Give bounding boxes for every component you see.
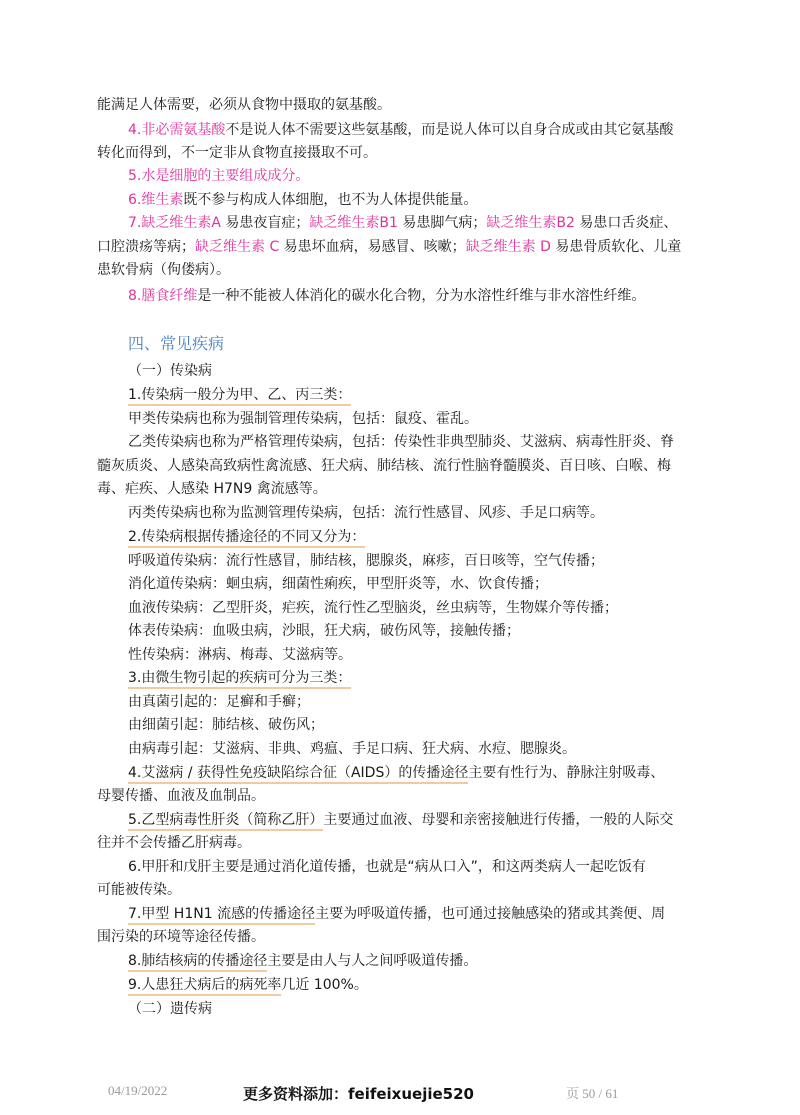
- footer-page-number: 页 50 / 61: [566, 1086, 619, 1101]
- text-line: 患软骨病（佝偻病）。: [97, 262, 230, 278]
- text-line: 丙类传染病也称为监测管理传染病，包括：流行性感冒、风疹、手足口病等。: [128, 505, 604, 521]
- text-line: 母婴传播、血液及血制品。: [97, 788, 265, 804]
- subsection-title: （二）遗传病: [128, 1001, 212, 1017]
- item-5: 5.水是细胞的主要组成成分。: [128, 168, 310, 184]
- item-4: 4.非必需氨基酸不是说人体不需要这些氨基酸，而是说人体可以自身合成或由其它氨基酸: [128, 122, 674, 138]
- section-heading: 四、常见疾病: [128, 334, 225, 353]
- text-line: 髓灰质炎、人感染高致病性禽流感、狂犬病、肺结核、流行性脑脊髓膜炎、百日咳、白喉、梅: [97, 458, 671, 474]
- term-highlight: 6.维生素: [128, 192, 184, 208]
- term-highlight: 4.非必需氨基酸: [128, 122, 226, 138]
- text-line: 呼吸道传染病：流行性感冒，肺结核，腮腺炎，麻疹，百日咳等，空气传播；: [128, 553, 604, 569]
- point-4: 4.艾滋病 / 获得性免疫缺陷综合征（AIDS）的传播途径主要有性行为、静脉注射吸毒、: [128, 763, 740, 783]
- point-7: 7.甲型 H1N1 流感的传播途径主要为呼吸道传播，也可通过接触感染的猪或其粪便、周: [128, 904, 740, 924]
- footer-date: 04/19/2022: [108, 1083, 168, 1098]
- point-8: 8.肺结核病的传播途径主要是由人与人之间呼吸道传播。: [128, 951, 740, 971]
- item-6: 6.维生素既不参与构成人体细胞，也不为人体提供能量。: [128, 192, 478, 208]
- point-title: 1.传染病一般分为甲、乙、丙三类：: [128, 385, 740, 405]
- text-line: 能满足人体需要，必须从食物中摄取的氨基酸。: [97, 97, 391, 113]
- point-title: 3.由微生物引起的疾病可分为三类：: [128, 668, 740, 688]
- text-line: 消化道传染病：蛔虫病，细菌性痢疾，甲型肝炎等，水、饮食传播；: [128, 576, 548, 592]
- text-line: 往并不会传播乙肝病毒。: [97, 835, 251, 851]
- text-line: 由细菌引起：肺结核、破伤风；: [128, 717, 324, 733]
- text-line: 由真菌引起的：足癣和手癣；: [128, 694, 310, 710]
- text-line: 毒、疟疾、人感染 H7N9 禽流感等。: [97, 481, 327, 497]
- point-title: 2.传染病根据传播途径的不同又分为：: [128, 527, 740, 547]
- item-8: 8.膳食纤维是一种不能被人体消化的碳水化合物，分为水溶性纤维与非水溶性纤维。: [128, 288, 646, 304]
- point-6: 6.甲肝和戊肝主要是通过消化道传播，也就是“病从口入”，和这两类病人一起吃饭有: [128, 859, 646, 875]
- text-line: 由病毒引起：艾滋病、非典、鸡瘟、手足口病、狂犬病、水痘、腮腺炎。: [128, 741, 576, 757]
- footer-promo: 更多资料添加：feifeixuejie520: [243, 1085, 474, 1103]
- text-line: 口腔溃疡等病；缺乏维生素 C 易患坏血病，易感冒、咳嗽；缺乏维生素 D 易患骨质软化、儿童: [97, 239, 682, 255]
- term-highlight: 8.膳食纤维: [128, 288, 198, 304]
- point-5: 5.乙型病毒性肝炎（简称乙肝）主要通过血液、母婴和亲密接触进行传播，一般的人际交: [128, 810, 740, 830]
- text-line: 转化而得到，不一定非从食物直接摄取不可。: [97, 145, 377, 161]
- text-line: 可能被传染。: [97, 882, 181, 898]
- point-9: 9.人患狂犬病后的病死率几近 100%。: [128, 975, 740, 995]
- text-line: 甲类传染病也称为强制管理传染病，包括：鼠疫、霍乱。: [128, 411, 478, 427]
- subsection-title: （一）传染病: [128, 363, 212, 379]
- text-line: 血液传染病：乙型肝炎，疟疾，流行性乙型脑炎，丝虫病等，生物媒介等传播；: [128, 600, 618, 616]
- text-line: 性传染病：淋病、梅毒、艾滋病等。: [128, 647, 352, 663]
- item-7: 7.缺乏维生素A 易患夜盲症；缺乏维生素B1 易患脚气病；缺乏维生素B2 易患口舌炎症、: [128, 215, 678, 231]
- text-line: 乙类传染病也称为严格管理传染病，包括：传染性非典型肺炎、艾滋病、病毒性肝炎、脊: [128, 434, 674, 450]
- text-line: 围污染的环境等途径传播。: [97, 929, 265, 945]
- text-line: 体表传染病：血吸虫病，沙眼，狂犬病，破伤风等，接触传播；: [128, 623, 520, 639]
